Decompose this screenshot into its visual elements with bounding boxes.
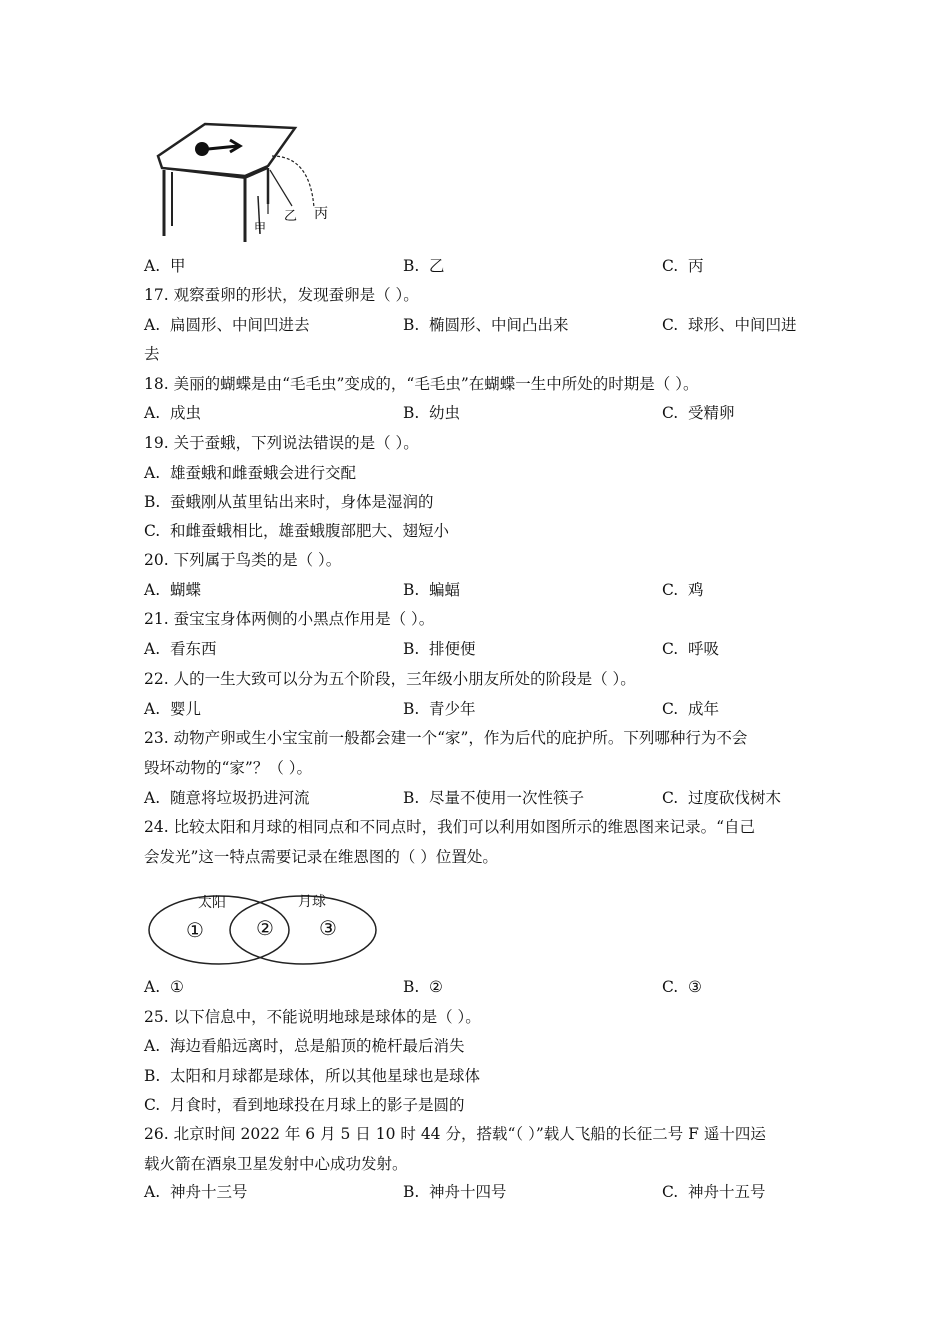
q26-stem-line1: 26. 北京时间 2022 年 6 月 5 日 10 时 44 分，搭载“（ ）”载人飞船的长征二号 F 遥十四运 <box>144 1125 766 1143</box>
q20-option-a[interactable]: A. 蝴蝶 <box>144 581 202 599</box>
q25-option-b[interactable]: B. 太阳和月球都是球体，所以其他星球也是球体 <box>144 1067 481 1085</box>
q23-option-b[interactable]: B. 尽量不使用一次性筷子 <box>403 789 585 807</box>
venn-region-3: ③ <box>319 916 337 940</box>
q21-option-a[interactable]: A. 看东西 <box>144 640 217 658</box>
q24-option-c[interactable]: C. ③ <box>662 978 702 996</box>
q22-option-a[interactable]: A. 婴儿 <box>144 700 202 718</box>
q20-option-b[interactable]: B. 蝙蝠 <box>403 581 461 599</box>
q17-stem: 17. 观察蚕卵的形状，发现蚕卵是（ ）。 <box>144 286 419 304</box>
q23-stem-line2: 毁坏动物的“家”？（ ）。 <box>144 759 313 777</box>
ball-icon <box>195 142 209 156</box>
q26-option-a[interactable]: A. 神舟十三号 <box>144 1183 248 1201</box>
q26-option-c[interactable]: C. 神舟十五号 <box>662 1183 766 1201</box>
label-bing: 丙 <box>314 206 328 222</box>
q18-option-b[interactable]: B. 幼虫 <box>403 404 461 422</box>
q25-option-a[interactable]: A. 海边看船远离时，总是船顶的桅杆最后消失 <box>144 1037 465 1055</box>
q17-option-a[interactable]: A. 扁圆形、中间凹进去 <box>144 316 310 334</box>
q24-option-b[interactable]: B. ② <box>403 978 443 996</box>
q19-option-a[interactable]: A. 雄蚕蛾和雌蚕蛾会进行交配 <box>144 464 357 482</box>
q22-option-c[interactable]: C. 成年 <box>662 700 720 718</box>
q19-option-b[interactable]: B. 蚕蛾刚从茧里钻出来时，身体是湿润的 <box>144 493 434 511</box>
q21-option-b[interactable]: B. 排便便 <box>403 640 476 658</box>
q17-option-b[interactable]: B. 椭圆形、中间凸出来 <box>403 316 569 334</box>
q16-option-c[interactable]: C. 丙 <box>662 257 704 275</box>
q19-option-c[interactable]: C. 和雌蚕蛾相比，雄蚕蛾腹部肥大、翅短小 <box>144 522 450 540</box>
q16-option-a[interactable]: A. 甲 <box>144 257 186 275</box>
label-jia: 甲 <box>254 221 267 235</box>
q18-option-a[interactable]: A. 成虫 <box>144 404 202 422</box>
q17-option-c[interactable]: C. 球形、中间凹进 <box>662 316 797 334</box>
q23-option-c[interactable]: C. 过度砍伐树木 <box>662 789 782 807</box>
q20-option-c[interactable]: C. 鸡 <box>662 581 704 599</box>
q23-option-a[interactable]: A. 随意将垃圾扔进河流 <box>144 789 310 807</box>
q26-option-b[interactable]: B. 神舟十四号 <box>403 1183 507 1201</box>
venn-label-sun: 太阳 <box>198 895 226 911</box>
q20-stem: 20. 下列属于鸟类的是（ ）。 <box>144 551 342 569</box>
table-figure <box>150 116 350 246</box>
q24-option-a[interactable]: A. ① <box>144 978 184 996</box>
q23-stem-line1: 23. 动物产卵或生小宝宝前一般都会建一个“家”，作为后代的庇护所。下列哪种行为不会 <box>144 729 748 747</box>
q21-option-c[interactable]: C. 呼吸 <box>662 640 720 658</box>
q25-option-c[interactable]: C. 月食时，看到地球投在月球上的影子是圆的 <box>144 1096 465 1114</box>
q18-stem: 18. 美丽的蝴蝶是由“毛毛虫”变成的，“毛毛虫”在蝴蝶一生中所处的时期是（ ）。 <box>144 375 699 393</box>
q24-stem-line2: 会发光”这一特点需要记录在维恩图的（ ）位置处。 <box>144 848 498 866</box>
q24-stem-line1: 24. 比较太阳和月球的相同点和不同点时，我们可以利用如图所示的维恩图来记录。“自己 <box>144 818 756 836</box>
q17-wrap: 去 <box>144 345 160 363</box>
venn-region-1: ① <box>186 918 204 942</box>
q26-stem-line2: 载火箭在酒泉卫星发射中心成功发射。 <box>144 1155 408 1173</box>
q22-option-b[interactable]: B. 青少年 <box>403 700 476 718</box>
venn-label-moon: 月球 <box>298 894 326 910</box>
q22-stem: 22. 人的一生大致可以分为五个阶段，三年级小朋友所处的阶段是（ ）。 <box>144 670 636 688</box>
q25-stem: 25. 以下信息中，不能说明地球是球体的是（ ）。 <box>144 1008 481 1026</box>
venn-diagram <box>146 888 382 968</box>
q21-stem: 21. 蚕宝宝身体两侧的小黑点作用是（ ）。 <box>144 610 435 628</box>
venn-region-2: ② <box>256 916 274 940</box>
label-yi: 乙 <box>284 209 298 224</box>
q18-option-c[interactable]: C. 受精卵 <box>662 404 735 422</box>
q19-stem: 19. 关于蚕蛾，下列说法错误的是（ ）。 <box>144 434 419 452</box>
q16-option-b[interactable]: B. 乙 <box>403 257 445 275</box>
